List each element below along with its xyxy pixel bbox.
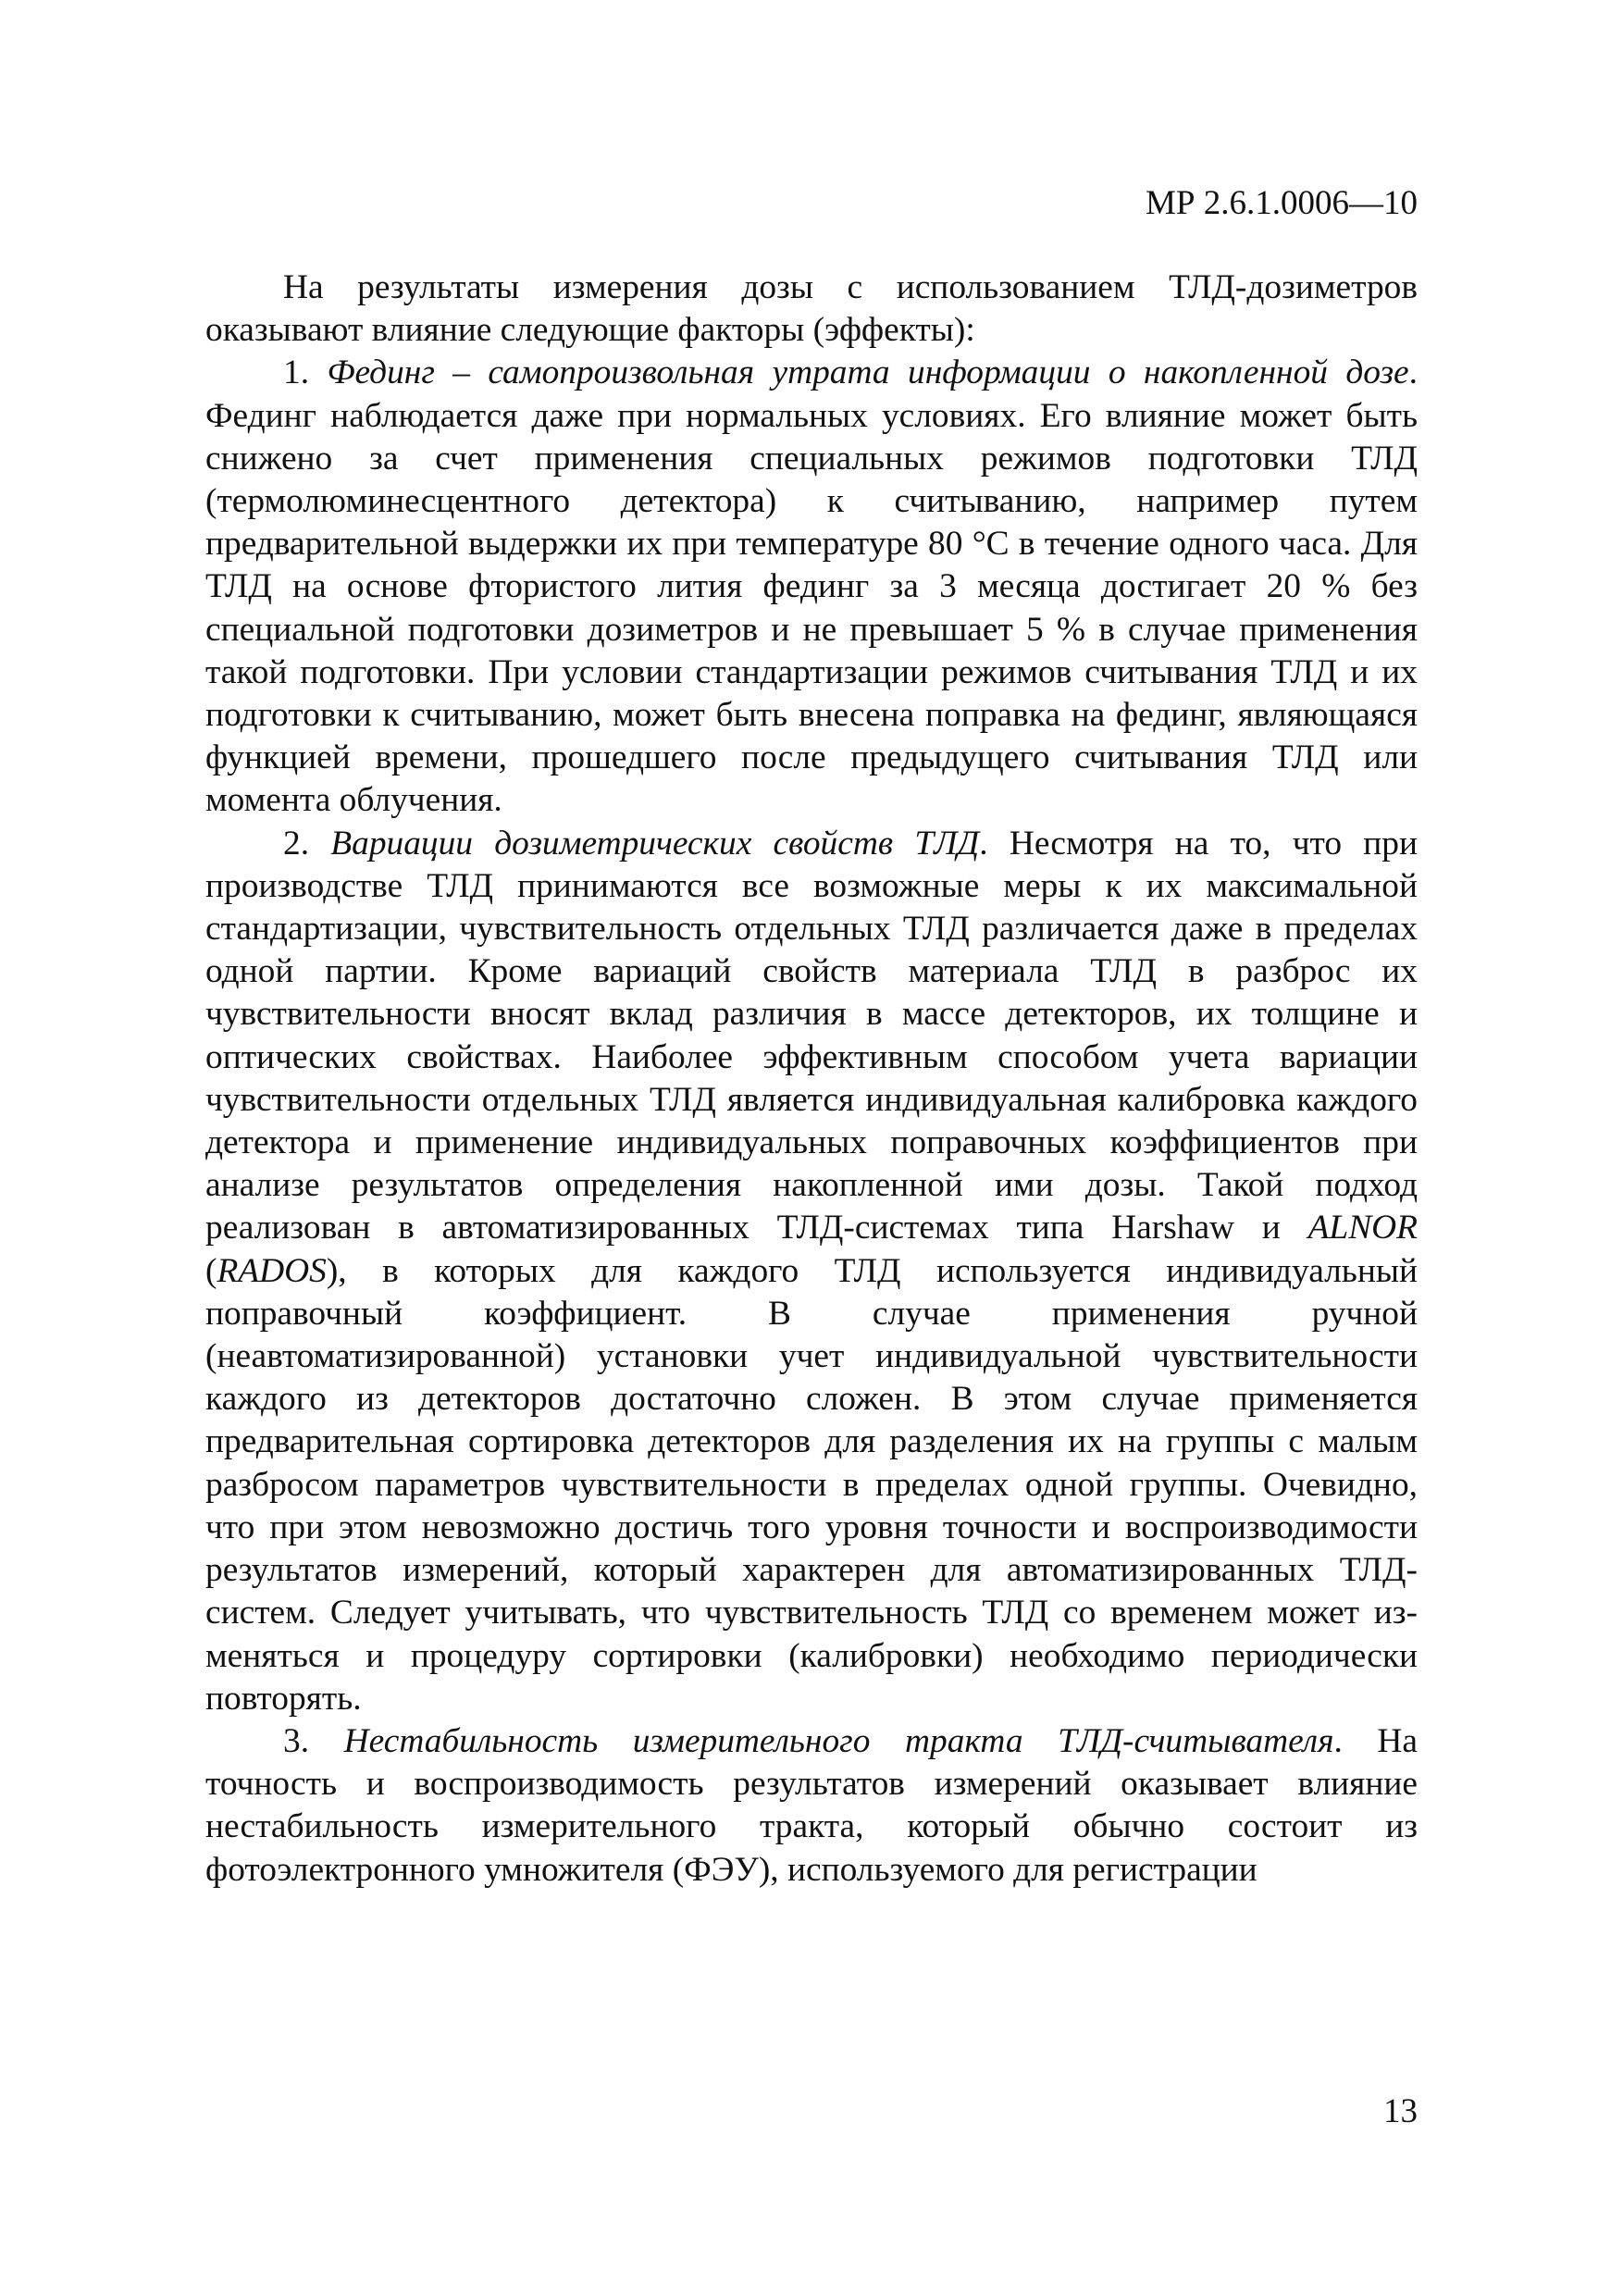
body-text bbox=[205, 267, 1418, 1892]
page-number: 13 bbox=[1383, 2092, 1418, 2130]
item-3-title: Нестабильность измерительного тракта ТЛД-считывателя bbox=[343, 1721, 1334, 1760]
item-1-number: 1. bbox=[283, 354, 328, 392]
item-2-paragraph bbox=[205, 823, 1418, 1720]
item-2-title-end: . bbox=[979, 824, 1010, 863]
intro-paragraph: На результаты измерения дозы с использованием ТЛД-дозиметров оказывают влияние следующие факторы (эффекты): bbox=[205, 268, 1418, 350]
item-2-title: Вариации дозиметрических свойств ТЛД bbox=[330, 824, 980, 863]
item-1-paragraph bbox=[205, 352, 1418, 822]
paren-open: ( bbox=[205, 1251, 217, 1290]
item-3-title-end: . bbox=[1333, 1721, 1378, 1760]
item-1-title: Фединг – самопроизвольная утрата информации о накопленной дозе bbox=[327, 354, 1409, 392]
item-2-text-b: ), в которых для каждого ТЛД используется индивидуальный поправочный коэффициент. В случае применения ручной (неавтоматизированной) установки учет индивидуальной чувствительности каждого из детекторов достаточно сложен. В этом случае применяется предварительная сортировка детекторов для разделения их на группы с малым разбросом параметров чувствительности в пределах одной группы. Очевидно, что при этом невозможно достичь того уровня точности и воспроизводимости результатов измерений, который характерен для автоматизированных ТЛД-систем. Следует учитывать, что чувствительность ТЛД со временем может изменяться и процедуру сортировки (калибровки) необходимо периодически повторять. bbox=[205, 1251, 1418, 1718]
item-3-text: На точность и воспроизводимость результатов измерений оказывает влияние нестабильность измерительного тракта, который обычно состоит из фотоэлектронного умножителя (ФЭУ), используемого для регистрации bbox=[205, 1721, 1418, 1889]
document-code-header: МР 2.6.1.0006—10 bbox=[1146, 184, 1418, 222]
item-1-title-end: . bbox=[1408, 354, 1419, 392]
brand-alnor: ALNOR bbox=[1307, 1209, 1418, 1247]
item-1-text: Фединг наблюдается даже при нормальных условиях. Его влияние может быть снижено за счет применения специальных режимов подготовки ТЛД (термолюминесцентного детектора) к считыванию, например путем предварительной выдержки их при температуре 80 °С в течение одного часа. Для ТЛД на основе фтористого лития фединг за 3 месяца достигает 20 % без специальной подготовки дозиметров и не превышает 5 % в случае применения такой подготовки. При условии стандартизации режимов считывания ТЛД и их подготовки к считыванию, может быть внесена поправка на фединг, являющаяся функцией времени, прошедшего после предыдущего считывания ТЛД или момента облучения. bbox=[205, 396, 1418, 820]
item-3-paragraph bbox=[205, 1720, 1418, 1892]
item-3-number: 3. bbox=[283, 1721, 344, 1760]
item-2-text-a: Несмотря на то, что при производстве ТЛД принимаются все возможные меры к их максимальной стандартизации, чувствительность отдельных ТЛД различается даже в пределах одной партии. Кроме вариаций свойств материала ТЛД в разброс их чувствительности вносят вклад различия в массе детекторов, их толщине и оптических свойствах. Наиболее эффективным способом учета вариации чувствительности отдельных ТЛД является индивидуальная калибровка каждого детектора и применение индивидуальных поправочных коэффициентов при анализе результатов определения накопленной ими дозы. Такой подход реализован в автоматизированных ТЛД-системах типа Harshaw и bbox=[205, 824, 1418, 1247]
item-2-number: 2. bbox=[283, 824, 331, 863]
brand-rados: RADOS bbox=[217, 1251, 327, 1290]
